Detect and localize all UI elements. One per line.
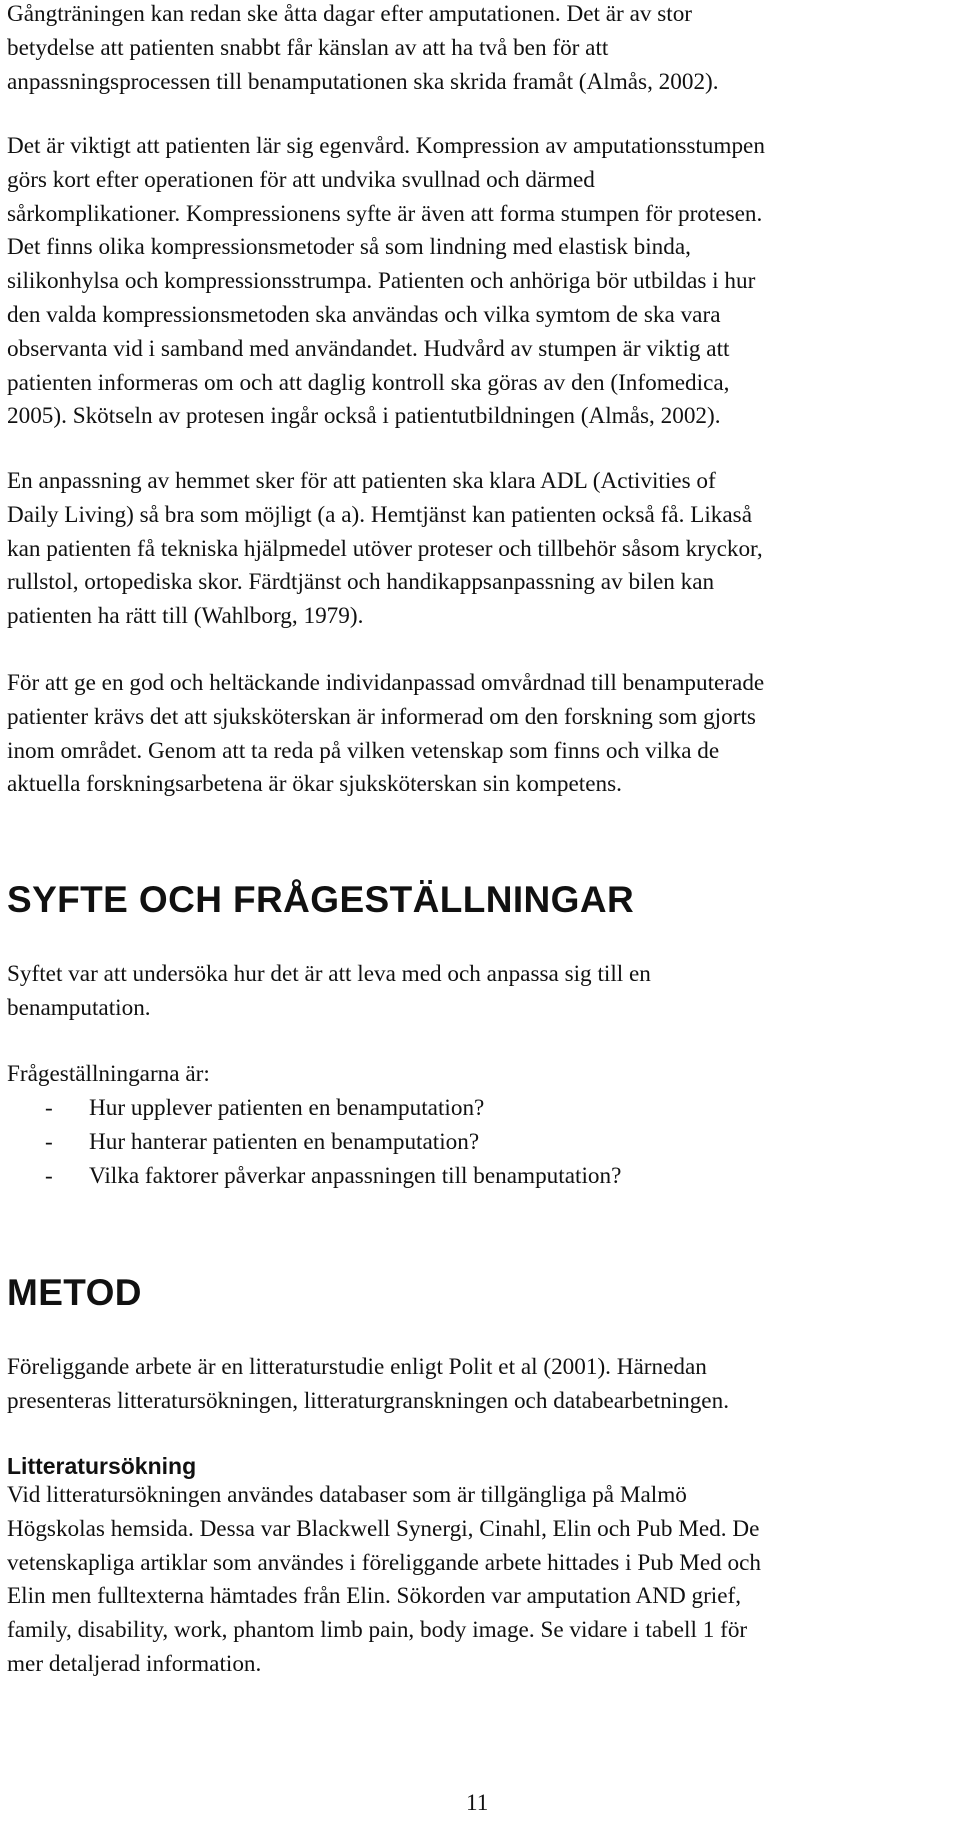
text-line: Vid litteratursökningen användes databaser som är tillgängliga på Malmö	[7, 1482, 687, 1508]
list-dash: -	[45, 1163, 53, 1189]
text-line: Syftet var att undersöka hur det är att leva med och anpassa sig till en	[7, 961, 651, 987]
text-line: family, disability, work, phantom limb pain, body image. Se vidare i tabell 1 för	[7, 1617, 748, 1644]
text-line: patienter krävs det att sjuksköterskan är informerad om den forskning som gjorts	[7, 703, 756, 730]
text-line: patienten ha rätt till (Wahlborg, 1979).	[7, 603, 364, 630]
text-line: aktuella forskningsarbetena är ökar sjuksköterskan sin kompetens.	[7, 771, 622, 798]
list-item	[7, 1126, 907, 1160]
text-line: Gångträningen kan redan ske åtta dagar efter amputationen. Det är av stor	[7, 1, 693, 27]
text-line: Föreliggande arbete är en litteraturstudie enligt Polit et al (2001). Härnedan	[7, 1354, 707, 1380]
text-line: Högskolas hemsida. Dessa var Blackwell Synergi, Cinahl, Elin och Pub Med. De	[7, 1515, 760, 1542]
paragraph-egenvard	[7, 130, 765, 434]
list-text: Hur upplever patienten en benamputation?	[89, 1095, 485, 1121]
text-line: Det är viktigt att patienten lär sig egenvård. Kompression av amputationsstumpen	[7, 133, 765, 159]
text-line: rullstol, ortopediska skor. Färdtjänst och handikappsanpassning av bilen kan	[7, 569, 715, 596]
text-line: mer detaljerad information.	[7, 1650, 262, 1677]
text-line: inom området. Genom att ta reda på vilken vetenskap som finns och vilka de	[7, 737, 720, 764]
list-item	[7, 1160, 907, 1194]
document-page	[7, 0, 957, 1822]
text-line: Daily Living) så bra som möjligt (a a). Hemtjänst kan patienten också få. Likaså	[7, 501, 753, 528]
text-line: patienten informeras om och att daglig kontroll ska göras av den (Infomedica,	[7, 369, 730, 396]
list-text: Hur hanterar patienten en benamputation?	[89, 1129, 480, 1155]
section-heading-metod: METOD	[7, 1272, 142, 1313]
paragraph-omvardnad	[7, 667, 764, 802]
text-line: benamputation.	[7, 994, 151, 1021]
text-line: För att ge en god och heltäckande individanpassad omvårdnad till benamputerade	[7, 670, 765, 696]
text-line: betydelse att patienten snabbt får känslan av att ha två ben för att	[7, 34, 609, 61]
questions-intro: Frågeställningarna är:	[7, 1061, 210, 1087]
paragraph-metod	[7, 1351, 729, 1419]
text-line: anpassningsprocessen till benamputationen ska skrida framåt (Almås, 2002).	[7, 68, 719, 95]
paragraph-syftet	[7, 958, 651, 1026]
section-heading-syfte: SYFTE OCH FRÅGESTÄLLNINGAR	[7, 879, 635, 920]
text-line: görs kort efter operationen för att undvika svullnad och därmed	[7, 166, 595, 193]
text-line: silikonhylsa och kompressionsstrumpa. Patienten och anhöriga bör utbildas i hur	[7, 268, 756, 295]
list-text: Vilka faktorer påverkar anpassningen till benamputation?	[89, 1163, 622, 1189]
text-line: presenteras litteratursökningen, litteraturgranskningen och databearbetningen.	[7, 1387, 729, 1414]
paragraph-hemmet	[7, 465, 763, 634]
text-line: sårkomplikationer. Kompressionens syfte är även att forma stumpen för protesen.	[7, 200, 763, 227]
paragraph-gangtraning	[7, 0, 719, 99]
text-line: Elin men fulltexterna hämtades från Elin. Sökorden var amputation AND grief,	[7, 1583, 742, 1610]
list-dash: -	[45, 1095, 53, 1121]
text-line: Det finns olika kompressionsmetoder så som lindning med elastisk binda,	[7, 234, 691, 261]
text-line: En anpassning av hemmet sker för att patienten ska klara ADL (Activities of	[7, 468, 716, 494]
paragraph-litteratursokning	[7, 1479, 761, 1682]
list-item	[7, 1092, 907, 1126]
list-dash: -	[45, 1129, 53, 1155]
text-line: observanta vid i samband med användandet. Hudvård av stumpen är viktig att	[7, 335, 730, 362]
page-number: 11	[466, 1790, 489, 1816]
text-line: den valda kompressionsmetoden ska användas och vilka symtom de ska vara	[7, 301, 721, 328]
text-line: vetenskapliga artiklar som användes i föreliggande arbete hittades i Pub Med och	[7, 1549, 762, 1576]
text-line: kan patienten få tekniska hjälpmedel utöver proteser och tillbehör såsom kryckor,	[7, 535, 763, 562]
questions-list	[7, 1092, 907, 1202]
text-line: 2005). Skötseln av protesen ingår också i patientutbildningen (Almås, 2002).	[7, 403, 721, 430]
subsection-heading-litteratursokning: Litteratursökning	[7, 1453, 197, 1479]
